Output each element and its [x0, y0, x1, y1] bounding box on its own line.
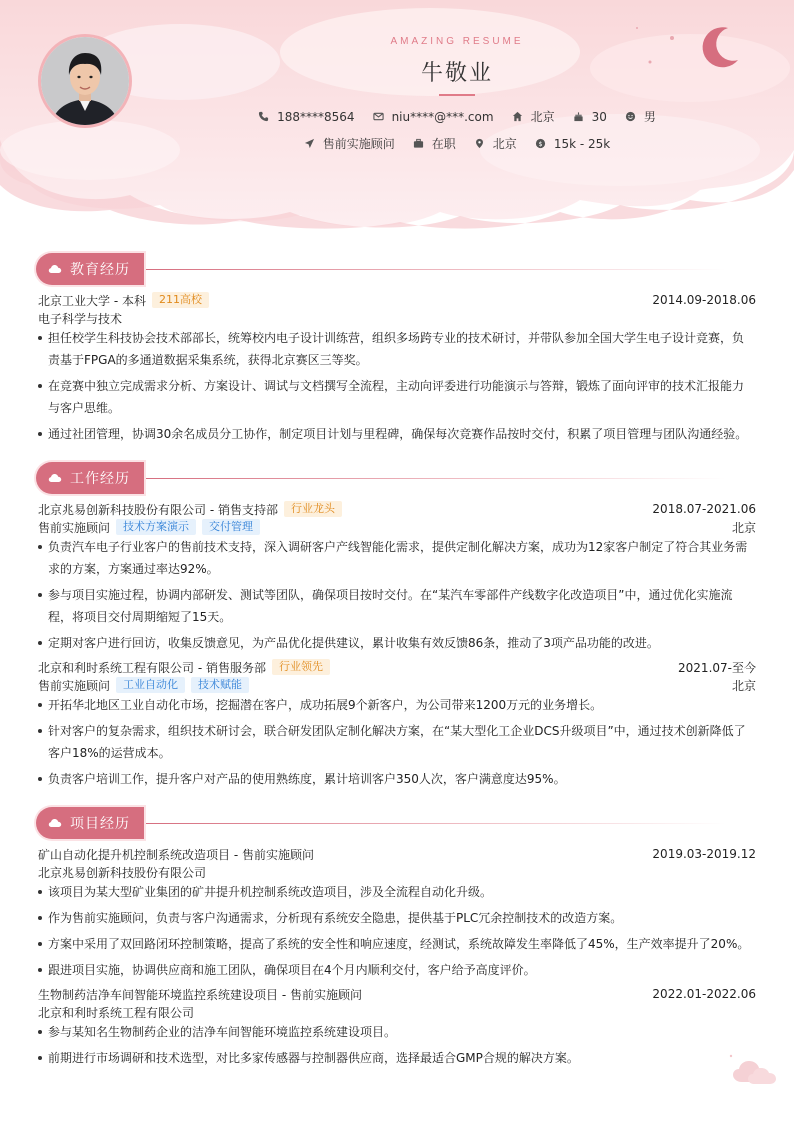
job-intent-row — [0, 135, 794, 152]
job-status-info: 在职 — [413, 135, 456, 152]
work-date: 2018.07-2021.06 — [652, 502, 756, 516]
education-entry-header — [38, 291, 756, 309]
cloud-icon — [48, 818, 62, 828]
salary-info: $ 15k - 25k — [535, 137, 610, 151]
project-date: 2022.01-2022.06 — [652, 987, 756, 1001]
work-role-row — [38, 676, 756, 694]
project-name: 矿山自动化提升机控制系统改造项目 - 售前实施顾问 — [38, 847, 314, 862]
target-position-info: 售前实施顾问 — [304, 135, 395, 152]
project-name: 生物制药洁净车间智能环境监控系统建设项目 - 售前实施顾问 — [38, 987, 362, 1002]
skill-tag: 工业自动化 — [116, 677, 185, 693]
contact-info-row — [0, 108, 794, 125]
email-info: niu****@***.com — [373, 110, 494, 124]
list-item: 通过社团管理，协调30余名成员分工协作，制定项目计划与里程碑，确保每次竞赛作品按时交付，积累了项目管理与团队沟通经验。 — [38, 423, 754, 445]
project-bullets — [38, 1021, 754, 1073]
decorative-cloud-icon — [728, 1048, 788, 1088]
money-icon — [535, 138, 546, 149]
age-info: 30 — [573, 110, 607, 124]
list-item: 针对客户的复杂需求，组织技术研讨会，联合研发团队定制化解决方案，在“某大型化工企业DCS升级项目”中，通过技术创新降低了客户18%的运营成本。 — [38, 720, 754, 764]
home-icon — [512, 111, 523, 122]
project-bullets — [38, 881, 754, 985]
section-divider — [146, 269, 726, 270]
gender-info: 男 — [625, 108, 656, 125]
major: 电子科学与技术 — [38, 311, 123, 326]
project-title-pill — [36, 807, 144, 839]
list-item: 定期对客户进行回访，收集反馈意见，为产品优化提供建议，累计收集有效反馈86条，推动了3项产品功能的改进。 — [38, 632, 754, 654]
list-item: 作为售前实施顾问，负责与客户沟通需求，分析现有系统安全隐患，提供基于PLC冗余控制技术的改造方案。 — [38, 907, 754, 929]
smile-icon — [625, 111, 636, 122]
list-item: 前期进行市场调研和技术选型，对比多家传感器与控制器供应商，选择最适合GMP合规的解决方案。 — [38, 1047, 754, 1069]
work-title: 工作经历 — [70, 471, 130, 487]
work-role-row — [38, 518, 756, 536]
company-tag: 行业龙头 — [284, 501, 342, 517]
candidate-name: 牛敬业 — [420, 61, 493, 86]
education-major-row — [38, 309, 756, 327]
company-name: 北京兆易创新科技股份有限公司 - 销售支持部 — [38, 502, 278, 517]
company-name: 北京和利时系统工程有限公司 - 销售服务部 — [38, 660, 266, 675]
project-company-row — [38, 863, 756, 881]
project-company-row — [38, 1003, 756, 1021]
project-company: 北京和利时系统工程有限公司 — [38, 1005, 195, 1020]
project-entry-header — [38, 845, 756, 863]
skill-tag: 技术赋能 — [191, 677, 249, 693]
work-bullets — [38, 694, 754, 794]
education-section-header — [36, 252, 726, 286]
project-section-header — [36, 806, 726, 840]
project-title: 项目经历 — [70, 816, 130, 832]
cloud-icon — [48, 473, 62, 483]
section-divider — [146, 823, 726, 824]
project-company: 北京兆易创新科技股份有限公司 — [38, 865, 207, 880]
section-divider — [146, 478, 726, 479]
list-item: 在竞赛中独立完成需求分析、方案设计、调试与文档撰写全流程，主动向评委进行功能演示与答辩，锻炼了面向评审的技术汇报能力与客户思维。 — [38, 375, 754, 419]
skill-tag: 技术方案演示 — [116, 519, 196, 535]
resume-subtitle: AMAZING RESUME — [390, 36, 524, 47]
project-entry-header — [38, 985, 756, 1003]
svg-text:$: $ — [538, 139, 543, 148]
list-item: 该项目为某大型矿业集团的矿井提升机控制系统改造项目，涉及全流程自动化升级。 — [38, 881, 754, 903]
work-title-pill — [36, 462, 144, 494]
education-title-pill — [36, 253, 144, 285]
briefcase-icon — [413, 138, 424, 149]
list-item: 跟进项目实施，协调供应商和施工团队，确保项目在4个月内顺利交付，客户给予高度评价。 — [38, 959, 754, 981]
education-bullets — [38, 327, 754, 449]
list-item: 参与某知名生物制药企业的洁净车间智能环境监控系统建设项目。 — [38, 1021, 754, 1043]
home-city-info: 北京 — [512, 108, 555, 125]
list-item: 开拓华北地区工业自动化市场，挖掘潜在客户，成功拓展9个新客户，为公司带来1200万元的业务增长。 — [38, 694, 754, 716]
work-entry-header — [38, 658, 756, 676]
work-city: 北京 — [731, 520, 756, 535]
phone-icon — [258, 111, 269, 122]
job-role: 售前实施顾问 — [38, 520, 111, 535]
target-city-info: 北京 — [474, 135, 517, 152]
location-icon — [474, 138, 485, 149]
job-role: 售前实施顾问 — [38, 678, 111, 693]
education-date: 2014.09-2018.06 — [652, 293, 756, 307]
work-bullets — [38, 536, 754, 658]
work-section-header — [36, 461, 726, 495]
name-underline — [439, 94, 475, 96]
list-item: 方案中采用了双回路闭环控制策略，提高了系统的安全性和响应速度，经测试，系统故障发生率降低了45%，生产效率提升了20%。 — [38, 933, 754, 955]
work-date: 2021.07-至今 — [678, 660, 756, 675]
cake-icon — [573, 111, 584, 122]
mail-icon — [373, 111, 384, 122]
education-title: 教育经历 — [70, 262, 130, 278]
list-item: 负责汽车电子行业客户的售前技术支持，深入调研客户产线智能化需求，提供定制化解决方案，成功为12家客户制定了符合其业务需求的方案，方案通过率达92%。 — [38, 536, 754, 580]
work-city: 北京 — [731, 678, 756, 693]
cloud-icon — [48, 264, 62, 274]
phone-info: 188****8564 — [258, 110, 354, 124]
school-name: 北京工业大学 - 本科 — [38, 293, 146, 308]
list-item: 负责客户培训工作，提升客户对产品的使用熟练度，累计培训客户350人次，客户满意度达95%。 — [38, 768, 754, 790]
school-tag: 211高校 — [152, 292, 209, 308]
work-entry-header — [38, 500, 756, 518]
project-date: 2019.03-2019.12 — [652, 847, 756, 861]
list-item: 担任校学生科技协会技术部部长，统筹校内电子设计训练营，组织多场跨专业的技术研讨，并带队参加全国大学生电子设计竞赛，负责基于FPGA的多通道数据采集系统，获得北京赛区三等奖。 — [38, 327, 754, 371]
send-icon — [304, 138, 315, 149]
company-tag: 行业领先 — [272, 659, 330, 675]
list-item: 参与项目实施过程，协调内部研发、测试等团队，确保项目按时交付。在“某汽车零部件产线数字化改造项目”中，通过优化实施流程，将项目交付周期缩短了15天。 — [38, 584, 754, 628]
skill-tag: 交付管理 — [202, 519, 260, 535]
